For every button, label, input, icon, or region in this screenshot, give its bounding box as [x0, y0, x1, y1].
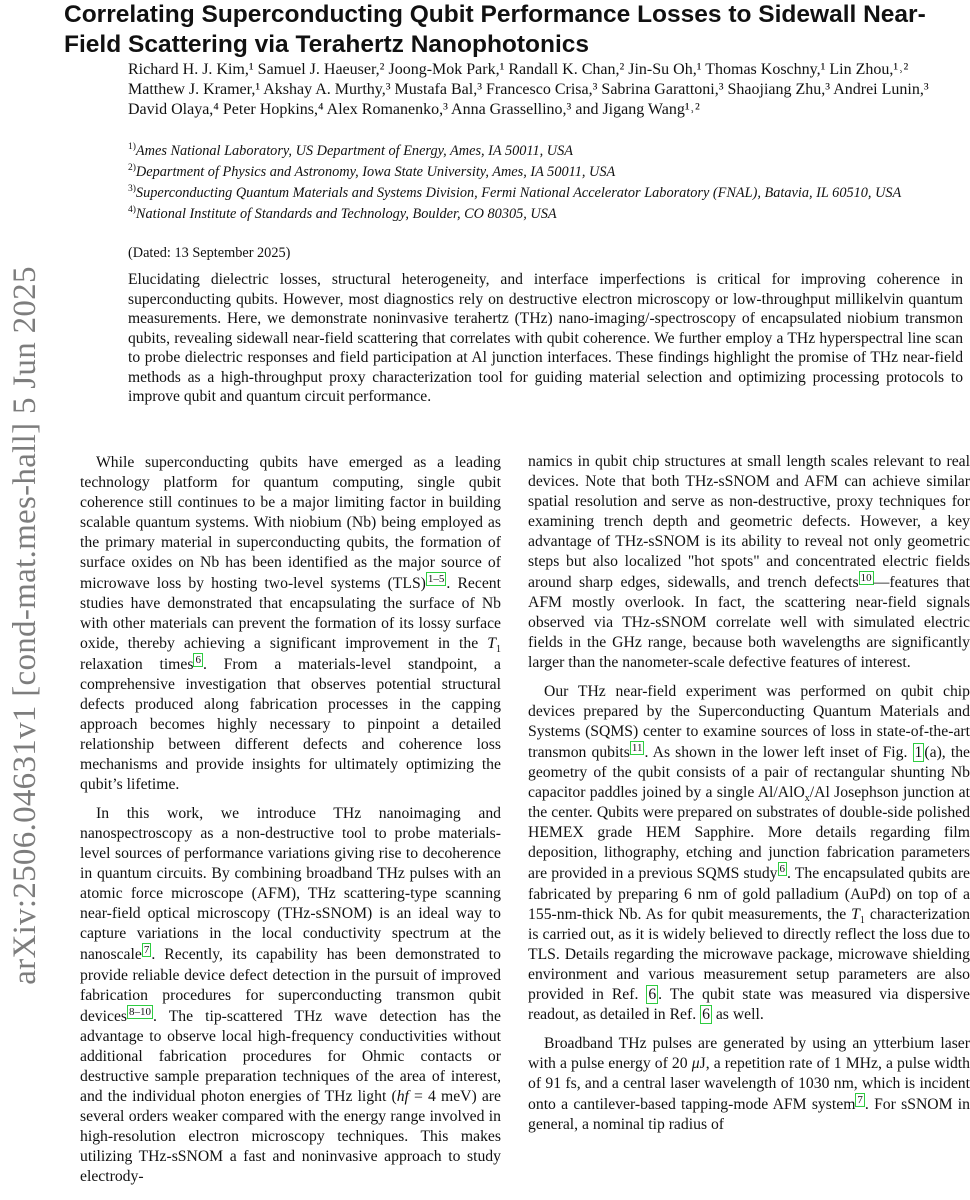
citation-link[interactable]: 10	[860, 572, 872, 584]
affiliation-1: $^{1)}$Ames National Laboratory, US Department of Energy, Ames, IA 50011, USA	[128, 142, 574, 159]
affiliation-4: $^{4)}$National Institute of Standards and Technology, Boulder, CO 80305, USA	[128, 205, 557, 222]
reference-link[interactable]: 6	[648, 985, 657, 1003]
citation-link[interactable]: 11	[631, 742, 643, 755]
reference-link[interactable]: 6	[702, 1005, 710, 1023]
arxiv-watermark	[2, 210, 48, 1040]
arxiv-identifier: arXiv:2506.04631v1 [cond-mat.mes-hall] 5 Jun 2025	[6, 265, 43, 985]
affiliation-3: $^{3)}$Superconducting Quantum Materials and Systems Division, Fermi National Accelerator Laboratory (FNAL), Batavia, IL 60510, USA	[128, 184, 902, 201]
paragraph-continuation: namics in qubit chip structures at small length scales relevant to real devices. Note that both THz-sSNOM and AFM can achieve similar spatial resolution and serve as non-destructive, proxy techniques for examining trench depth and geometric defects. However, a key advantage of THz-sSNOM is its ability to reveal not only geometric steps but also localized "hot spots" and concentrated electric fields around sharp edges, sidewalls, and trench defects $^{10}$ —features that AFM mostly overlook. In fact, the scattering near-field signals observed via THz-sSNOM correlate well with simulated electric fields in the GHz range, because both wavelengths are significantly larger than the nanometer-scale defective features of interest.	[528, 453, 970, 672]
paragraph-thz-pulses: Broadband THz pulses are generated by using an ytterbium laser with a pulse energy of 20 μJ, a repetition rate of 1 MHz, a pulse width of 91 fs, and a central laser wavelength of 1030 nm, which is incident onto a cantilever-based tapping-mode AFM system $^7$ . For sSNOM in general, a nominal tip radius of	[528, 1034, 970, 1133]
figure-link[interactable]: 1	[914, 744, 923, 762]
citation-link[interactable]: 6	[195, 654, 201, 667]
paragraph-experiment: Our THz near-field experiment was performed on qubit chip devices prepared by the Superconducting Quantum Materials and Systems (SQMS) center to examine sources of loss in state-of-the-art transmon qubits $^{11}$ . As shown in the lower left inset of Fig. 1 (a), the geometry of the qubit consists of a pair of rectangular shunting Nb capacitor paddles joined by a single Al/AlO$_x$/Al Josephson junction at the center. Qubits were prepared on substrates of double-side polished HEMEX grade HEM Sapphire. More details regarding film deposition, lithography, etching and junction fabrication parameters are provided in a previous SQMS study $^6$ . The encapsulated qubits are fabricated by preparing 6 nm of gold palladium (AuPd) on top of a 155-nm-thick Nb. As for qubit measurements, the $T_1$ characterization is carried out, as it is widely believed to directly reflect the loss due to TLS. Details regarding the microwave package, microwave shielding environment and various measurement setup parameters are also provided in Ref. 6 . The qubit state was measured via dispersive readout, as detailed in Ref. 6 as well.	[528, 683, 970, 1023]
citation-link[interactable]: 1–5	[427, 573, 445, 585]
affiliations	[128, 142, 963, 226]
citation-link[interactable]: 7	[143, 944, 150, 957]
paragraph-this-work: In this work, we introduce THz nanoimaging and nanospectroscopy as a non-destructive tool to probe materials-level sources of performance variations giving rise to decoherence in quantum circuits. By combining broadband THz pulses with an atomic force microscope (AFM), THz scattering-type scanning near-field optical microscopy (THz-sSNOM) is an ideal way to capture variations in the local conductivity spectrum at the nanoscale $^7$ . Recently, its capability has been demonstrated to provide reliable device defect detection in the pursuit of improved fabrication procedures for superconducting transmon qubit devices $^{8-10}$ . The tip-scattered THz wave detection has the advantage to observe local high-frequency conductivities without additional fabrication procedures for Ohmic contacts or destructive sample preparation techniques of the area of interest, and the individual photon energies of THz light (hf = 4 meV) are several orders weaker compared with the energy range involved in high-resolution electron microscopy techniques. This makes utilizing THz-sSNOM a fast and noninvasive approach to study electrody-	[80, 805, 501, 1185]
citation-link[interactable]: 7	[857, 1093, 863, 1106]
author-list: Richard H. J. Kim,¹ Samuel J. Haeuser,² Joong-Mok Park,¹ Randall K. Chan,² Jin-Su Oh,¹ Thomas Koschny,¹ Lin Zhou,¹˒² Matthew J. Kramer,¹ Akshay A. Murthy,³ Mustafa Bal,³ Francesco Crisa,³ Sabrina Garattoni,³ Shaojiang Zhu,³ Andrei Lunin,³ David Olaya,⁴ Peter Hopkins,⁴ Alex Romanenko,³ Anna Grassellino,³ and Jigang Wang¹˒²	[128, 61, 929, 118]
body-column-right	[528, 452, 970, 1144]
citation-link[interactable]: 8–10	[129, 1005, 152, 1018]
citation-link[interactable]: 6	[779, 863, 786, 876]
body-column-left	[80, 453, 501, 1196]
abstract: Elucidating dielectric losses, structural heterogeneity, and interface imperfections is critical for improving coherence in superconducting qubits. However, most diagnostics rely on destructive electron microscopy or low-throughput millikelvin quantum measurements. Here, we demonstrate noninvasive terahertz (THz) nano-imaging/-spectroscopy of encapsulated niobium transmon qubits, revealing sidewall near-field scattering that correlates with qubit coherence. We further employ a THz hyperspectral line scan to probe dielectric responses and field participation at Al junction interfaces. These findings highlight the promise of THz near-field methods as a high-throughput proxy characterization tool for guiding material selection and optimizing processing protocols to improve qubit and quantum circuit performance.	[128, 271, 963, 405]
affiliation-2: $^{2)}$Department of Physics and Astronomy, Iowa State University, Ames, IA 50011, USA	[128, 163, 616, 180]
dated-line: (Dated: 13 September 2025)	[128, 245, 291, 261]
paragraph-intro: While superconducting qubits have emerged as a leading technology platform for quantum computing, single qubit coherence still continues to be a major limiting factor in building scalable quantum systems. With niobium (Nb) being employed as the primary material in superconducting qubits, the formation of surface oxides on Nb has been identified as the major source of microwave loss by hosting two-level systems (TLS) $^{1-5}$ . Recent studies have demonstrated that encapsulating the surface of Nb with other materials can prevent the formation of its lossy surface oxide, thereby achieving a significant improvement in the $T_1$ relaxation times $^6$ . From a materials-level standpoint, a comprehensive investigation that observes potential structural defects produced along fabrication processes in the capping approach becomes highly necessary to pinpoint a detailed relationship between different defects and coherence loss mechanisms and provide insights for ultimately optimizing the qubit’s lifetime.	[80, 454, 501, 794]
paper-title: Correlating Superconducting Qubit Performance Losses to Sidewall Near-Field Scattering via Terahertz Nanophotonics	[64, 1, 926, 58]
